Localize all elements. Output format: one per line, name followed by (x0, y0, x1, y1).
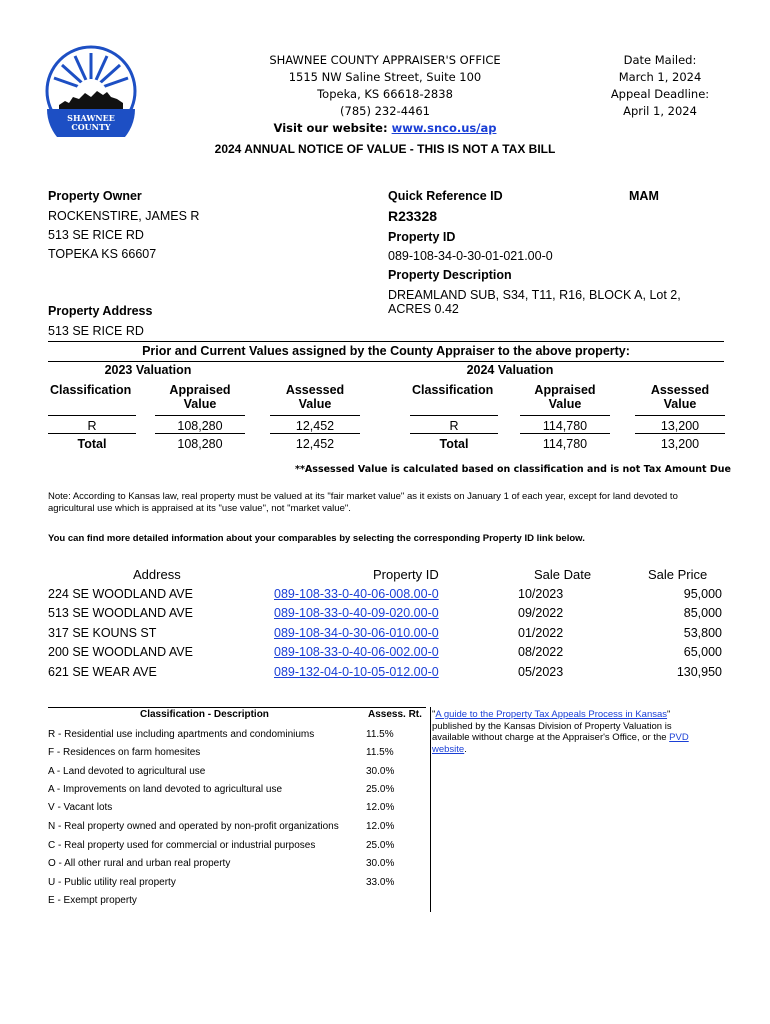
class-row-desc: E - Exempt property (48, 895, 137, 906)
comp-pid-link[interactable]: 089-108-33-0-40-06-008.00-0 (274, 587, 439, 601)
prior-total-assessed: 12,452 (295, 437, 335, 451)
owner-name: ROCKENSTIRE, JAMES R (48, 209, 200, 223)
comp-sale-price: 85,000 (683, 606, 722, 620)
class-row-desc: F - Residences on farm homesites (48, 747, 201, 758)
current-rule-6 (635, 433, 725, 434)
current-col-appraised: Appraised Value (534, 383, 596, 411)
logo-line2: COUNTY (71, 122, 111, 132)
office-name: SHAWNEE COUNTY APPRAISER'S OFFICE (269, 53, 501, 67)
prior-rule-5 (155, 433, 245, 434)
class-row-rate: 33.0% (366, 877, 395, 888)
prior-rule-2 (155, 415, 245, 416)
current-row-assessed: 13,200 (660, 419, 700, 433)
comp-address: 621 SE WEAR AVE (48, 665, 157, 679)
pvd-website-link[interactable]: website (432, 743, 465, 755)
prior-rule-1 (48, 415, 136, 416)
owner-street: 513 SE RICE RD (48, 228, 144, 242)
prior-rule-6 (270, 433, 360, 434)
kansas-law-note: Note: According to Kansas law, real property must be valued at its "fair market value" as it exists on January 1 of each year, except for land devoted to agricultural use which is appraised at its "use value", not "market value". (48, 491, 678, 514)
comp-address: 224 SE WOODLAND AVE (48, 587, 193, 601)
prior-col-classification: Classification (50, 383, 132, 397)
property-desc-line1: DREAMLAND SUB, S34, T11, R16, BLOCK A, Lot 2, (388, 288, 681, 302)
current-rule-3 (635, 415, 725, 416)
col-date-header: Sale Date (534, 567, 592, 582)
current-total-appraised: 114,780 (542, 437, 588, 451)
comp-sale-price: 130,950 (676, 665, 722, 679)
prior-total-appraised: 108,280 (177, 437, 223, 451)
appeal-deadline: April 1, 2024 (623, 104, 697, 118)
comp-pid-link[interactable]: 089-108-33-0-40-06-002.00-0 (274, 645, 439, 659)
class-row-desc: A - Land devoted to agricultural use (48, 766, 206, 777)
class-header-rate: Assess. Rt. (368, 709, 422, 720)
class-row-rate: 25.0% (366, 784, 395, 795)
class-row-rate: 12.0% (366, 802, 395, 813)
property-desc-label: Property Description (388, 268, 512, 282)
comp-address: 317 SE KOUNS ST (48, 626, 157, 640)
comp-address: 200 SE WOODLAND AVE (48, 645, 193, 659)
comp-address: 513 SE WOODLAND AVE (48, 606, 193, 620)
prior-rule-4 (48, 433, 136, 434)
prior-valuation-label: 2023 Valuation (104, 363, 192, 377)
prior-row-appraised: 108,280 (177, 419, 223, 433)
appeals-guide-note: "A guide to the Property Tax Appeals Process in Kansas" published by the Kansas Division of Property Valuation is available without charge at the Appraiser's Office, or the PVD website. (432, 709, 689, 755)
class-row-desc: R - Residential use including apartments and condominiums (48, 729, 315, 740)
current-rule-2 (520, 415, 610, 416)
property-id-value: 089-108-34-0-30-01-021.00-0 (388, 249, 553, 263)
comp-sale-date: 10/2023 (518, 587, 564, 601)
office-header (230, 52, 540, 137)
comp-pid-link[interactable]: 089-108-33-0-40-09-020.00-0 (274, 606, 439, 620)
prior-col-assessed: Assessed Value (285, 383, 345, 411)
date-mailed: March 1, 2024 (618, 70, 702, 84)
pvd-link[interactable]: PVD (669, 732, 689, 743)
class-row-rate: 30.0% (366, 766, 395, 777)
class-row-desc: A - Improvements on land devoted to agricultural use (48, 784, 283, 795)
current-valuation-label: 2024 Valuation (466, 363, 554, 377)
class-row-desc: O - All other rural and urban real property (48, 858, 231, 869)
dates-block (590, 52, 730, 120)
property-desc-line2: ACRES 0.42 (388, 302, 459, 316)
assessed-footnote: **Assessed Value is calculated based on classification and is not Tax Amount Due (295, 464, 731, 475)
website-line (230, 120, 540, 137)
office-phone: (785) 232-4461 (340, 104, 430, 118)
website-label: Visit our website: (273, 121, 392, 135)
comp-pid-link[interactable]: 089-108-34-0-30-06-010.00-0 (274, 626, 439, 640)
owner-label: Property Owner (48, 189, 142, 203)
comp-sale-date: 01/2022 (518, 626, 564, 640)
office-city: Topeka, KS 66618-2838 (317, 87, 453, 101)
class-row-rate: 30.0% (366, 858, 395, 869)
current-rule-5 (520, 433, 610, 434)
comp-sale-date: 05/2023 (518, 665, 564, 679)
quick-ref-value: R23328 (388, 208, 438, 224)
prior-row-assessed: 12,452 (295, 419, 335, 433)
current-rule-4 (410, 433, 498, 434)
quick-ref-label: Quick Reference ID (388, 189, 503, 203)
current-col-classification: Classification (412, 383, 494, 397)
comp-sale-date: 09/2022 (518, 606, 564, 620)
current-row-class: R (449, 419, 459, 433)
appeals-guide-link[interactable]: A guide to the Property Tax Appeals Process in Kansas (435, 709, 668, 720)
col-price-header: Sale Price (648, 567, 708, 582)
office-street: 1515 NW Saline Street, Suite 100 (288, 70, 482, 84)
ref-code: MAM (629, 189, 659, 203)
prior-total-label: Total (77, 437, 107, 451)
prior-rule-3 (270, 415, 360, 416)
class-row-rate: 11.5% (366, 747, 394, 758)
county-logo (45, 45, 137, 137)
property-address: 513 SE RICE RD (48, 324, 144, 338)
notice-title: 2024 ANNUAL NOTICE OF VALUE - THIS IS NOT A TAX BILL (214, 142, 556, 156)
col-address-header: Address (133, 567, 181, 582)
comp-pid-link[interactable]: 089-132-04-0-10-05-012.00-0 (274, 665, 439, 679)
prior-row-class: R (87, 419, 97, 433)
comp-sale-date: 08/2022 (518, 645, 564, 659)
current-col-assessed: Assessed Value (650, 383, 710, 411)
logo-line1: SHAWNEE (67, 113, 115, 123)
class-row-rate: 11.5% (366, 729, 394, 740)
date-mailed-label: Date Mailed: (623, 53, 697, 67)
col-pid-header: Property ID (373, 567, 439, 582)
appeal-deadline-label: Appeal Deadline: (610, 87, 710, 101)
class-table-top-rule (48, 707, 426, 708)
comp-sale-price: 95,000 (683, 587, 722, 601)
values-heading: Prior and Current Values assigned by the County Appraiser to the above property: (48, 341, 724, 362)
comparables-intro: You can find more detailed information about your comparables by selecting the corresponding Property ID link below. (48, 533, 585, 544)
property-id-label: Property ID (388, 230, 456, 244)
property-address-label: Property Address (48, 304, 153, 318)
class-row-desc: N - Real property owned and operated by non-profit organizations (48, 821, 339, 832)
class-table-divider (430, 707, 431, 912)
comp-sale-price: 65,000 (683, 645, 722, 659)
class-row-desc: C - Real property used for commercial or industrial purposes (48, 840, 316, 851)
owner-city: TOPEKA KS 66607 (48, 247, 157, 261)
class-row-rate: 12.0% (366, 821, 395, 832)
current-total-label: Total (439, 437, 469, 451)
class-header-desc: Classification - Description (140, 709, 269, 720)
current-total-assessed: 13,200 (660, 437, 700, 451)
class-row-rate: 25.0% (366, 840, 395, 851)
class-row-desc: U - Public utility real property (48, 877, 176, 888)
website-link[interactable]: www.snco.us/ap (391, 121, 497, 135)
class-row-desc: V - Vacant lots (48, 802, 113, 813)
current-row-appraised: 114,780 (542, 419, 588, 433)
current-rule-1 (410, 415, 498, 416)
prior-col-appraised: Appraised Value (169, 383, 231, 411)
comp-sale-price: 53,800 (683, 626, 722, 640)
